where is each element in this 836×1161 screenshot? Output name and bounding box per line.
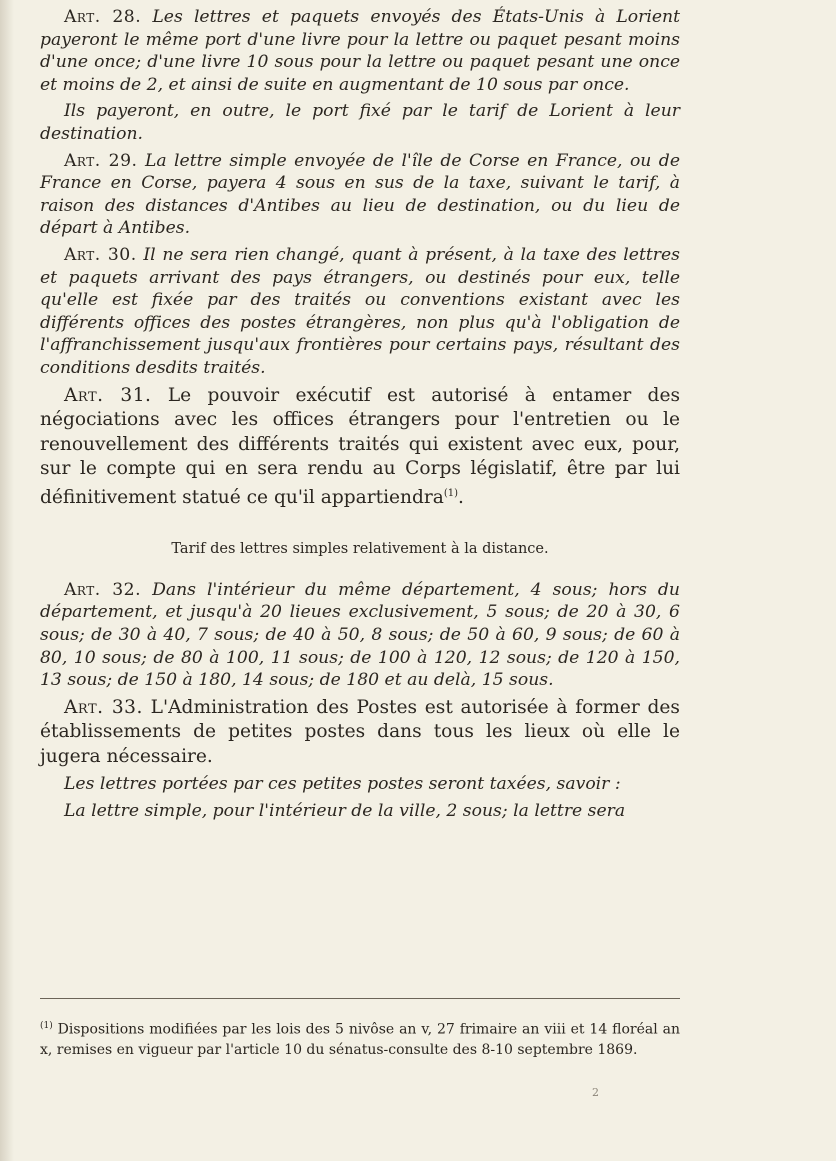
article-30-label: Art. 30. <box>64 244 137 265</box>
article-33-label: Art. 33. <box>64 696 143 718</box>
article-28-text2: Ils payeront, en outre, le port fixé par le tarif de Lorient à leur destination. <box>40 101 680 144</box>
article-28 <box>40 6 680 96</box>
article-33-continued <box>40 773 680 796</box>
article-28-continued <box>40 100 680 145</box>
article-31-text: Le pouvoir exécutif est autorisé à entamer des négociations avec les offices étrangers pour l'entretien ou le renouvellement des différents traités qui existent avec eux, pour, sur le compte qui en sera rendu au Corps législatif, être par lui définitivement statué ce qu'il appartiendra <box>40 384 681 508</box>
footnote-text: Dispositions modifiées par les lois des 5 nivôse an v, 27 frimaire an viii et 14 floréal an x, remises en vigueur par l'article 10 du sénatus-consulte des 8-10 septembre 1869. <box>40 1021 680 1058</box>
article-33-continued-2 <box>40 800 680 823</box>
page-edge-shadow <box>0 0 14 1161</box>
article-30 <box>40 244 680 380</box>
footnote <box>40 1016 680 1060</box>
article-33-text: L'Administration des Postes est autorisée à former des établissements de petites postes dans tous les lieux où elle le jugera nécessaire. <box>40 696 680 767</box>
tariff-caption: Tarif des lettres simples relativement à la distance. <box>171 541 549 558</box>
article-31-label: Art. 31. <box>64 384 152 406</box>
page-number: 2 <box>592 1086 599 1099</box>
article-29-label: Art. 29. <box>64 150 138 171</box>
article-29-text: La lettre simple envoyée de l'île de Corse en France, ou de France en Corse, payera 4 sous en sus de la taxe, suivant le tarif, à raison des distances d'Antibes au lieu de destination, ou du lieu de départ à Antibes. <box>40 150 680 239</box>
article-33-text3: La lettre simple, pour l'intérieur de la ville, 2 sous; la lettre sera <box>64 800 626 821</box>
main-text <box>40 6 680 826</box>
article-33 <box>40 696 680 770</box>
footnote-divider <box>40 998 680 999</box>
footnote-reference: (1) <box>443 487 459 499</box>
article-32-text: Dans l'intérieur du même département, 4 sous; hors du département, et jusqu'à 20 lieues exclusivement, 5 sous; de 20 à 30, 6 sous; de 30 à 40, 7 sous; de 40 à 50, 8 sous; de 50 à 60, 9 sous; de 60 à 80, 10 sous; de 80 à 100, 11 sous; de 100 à 120, 12 sous; de 120 à 150, 13 sous; de 150 à 180, 14 sous; de 180 et au delà, 15 sous. <box>40 579 680 691</box>
article-30-text: Il ne sera rien changé, quant à présent, à la taxe des lettres et paquets arrivant des pays étrangers, ou destinés pour eux, telle qu'elle est fixée par des traités ou conventions existant avec les différents offices des postes étrangères, non plus qu'à l'obligation de l'affranchissement jusqu'aux frontières pour certains pays, résultant des conditions desdits traités. <box>40 244 680 378</box>
article-29 <box>40 150 680 240</box>
article-32-label: Art. 32. <box>64 579 142 600</box>
article-32 <box>40 579 680 692</box>
article-31: Art. 31. Le pouvoir exécutif est autorisé à entamer des négociations avec les offices étrangers pour l'entretien ou le renouvellement des différents traités qui existent avec eux, pour, sur le compte qui en sera rendu au Corps législatif, être par lui définitivement statué ce qu'il appartiendra$^{(1)}$. <box>40 384 681 508</box>
article-28-label: Art. 28. <box>64 7 142 27</box>
footnote-mark: (1) <box>40 1021 53 1031</box>
article-28-text: Les lettres et paquets envoyés des États-Unis à Lorient payeront le même port d'une livre pour la lettre ou paquet pesant moins d'une once; d'une livre 10 sous pour la lettre ou paquet pesant une once et moins de 2, et ainsi de suite en augmentant de 10 sous par once. <box>40 7 680 95</box>
article-33-text2: Les lettres portées par ces petites postes seront taxées, savoir : <box>64 774 621 795</box>
